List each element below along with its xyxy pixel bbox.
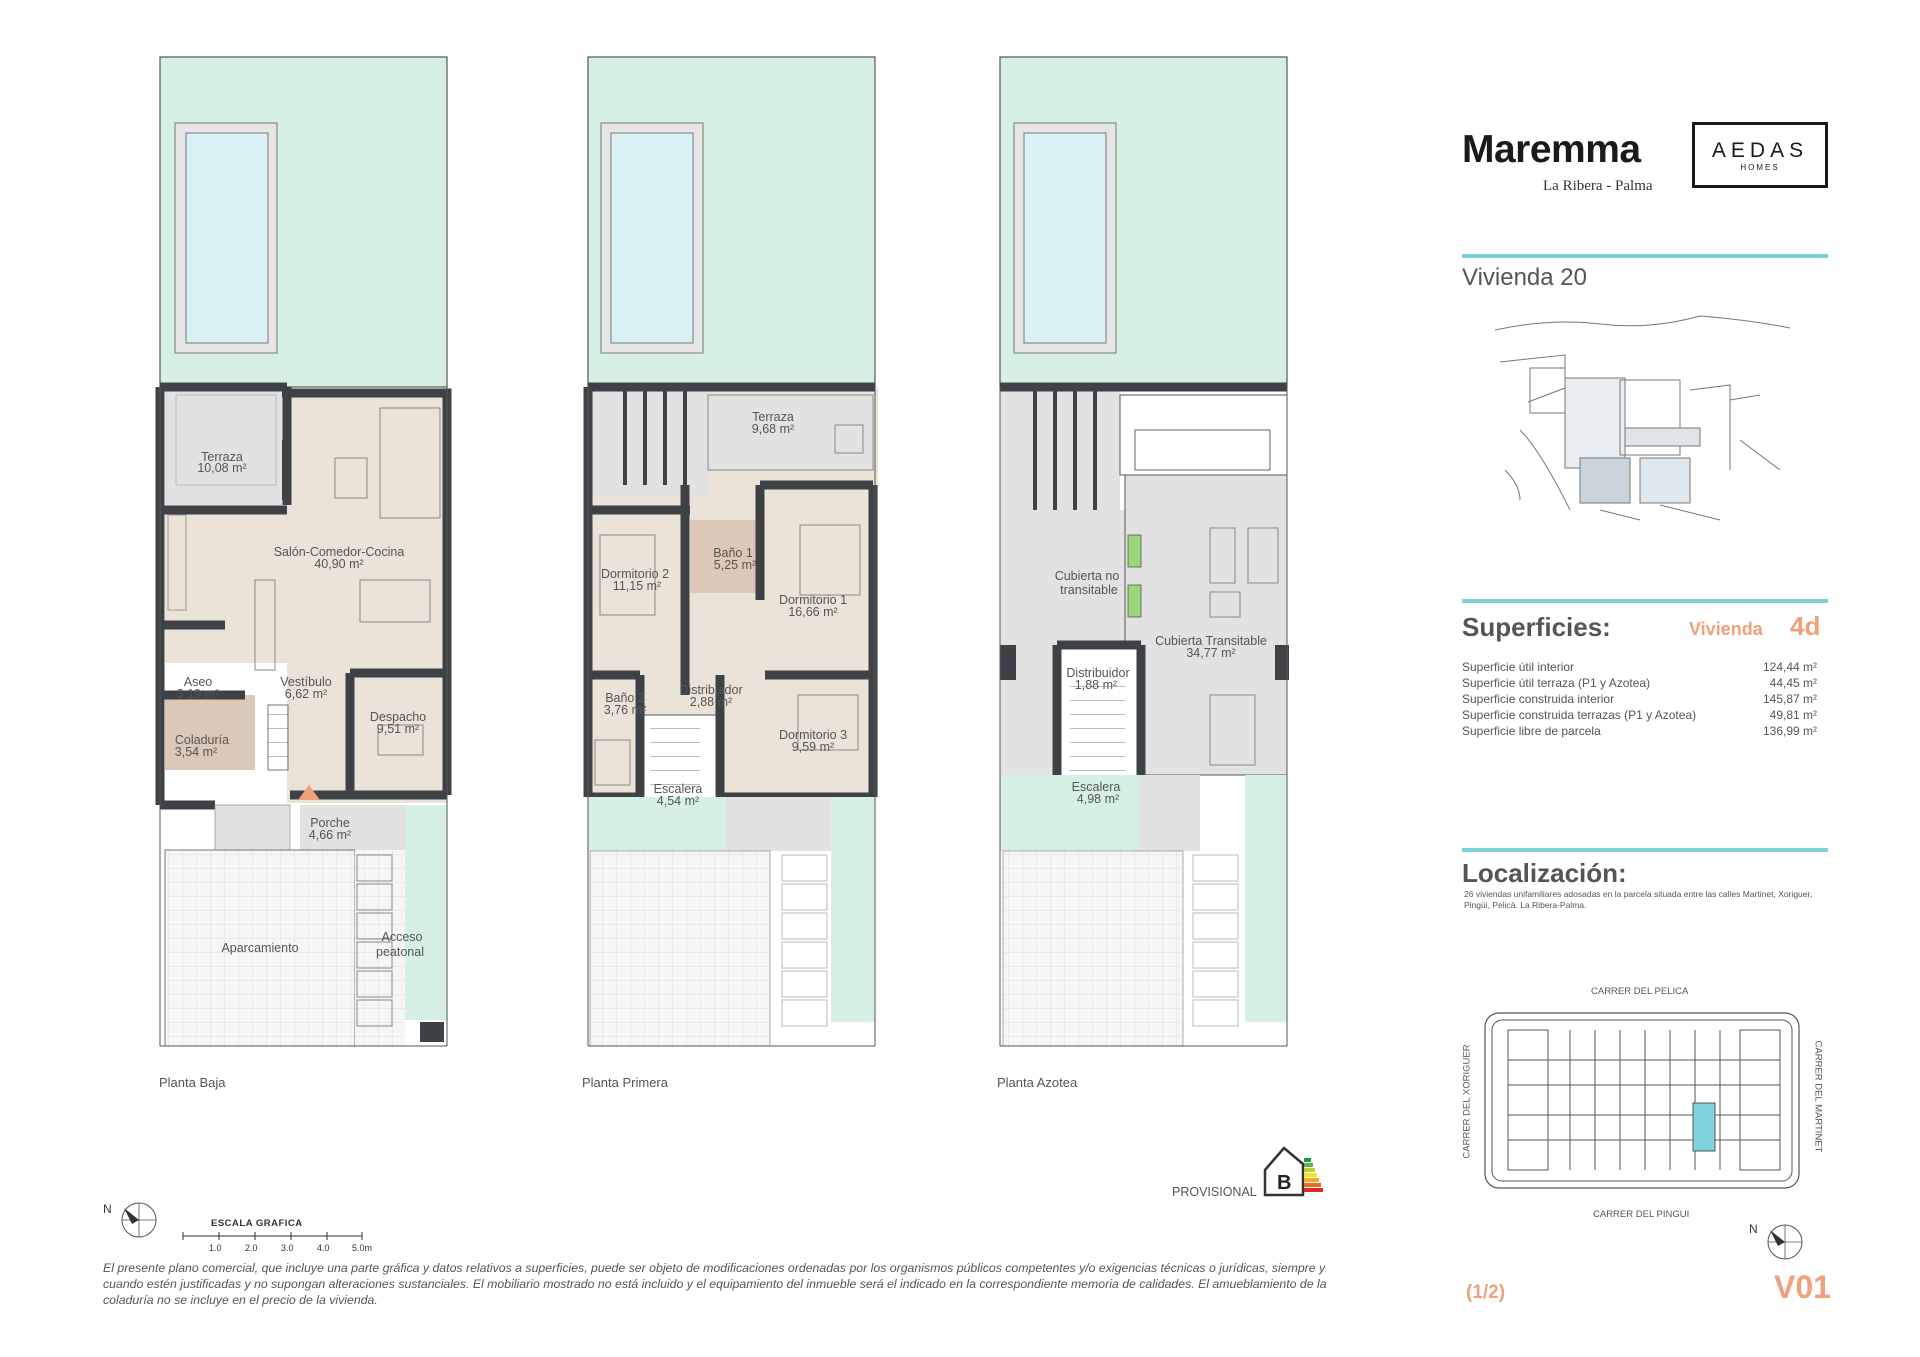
energy-status: PROVISIONAL [1172,1185,1257,1199]
room-name: Acceso [381,930,423,944]
plan-title: Planta Baja [159,1075,226,1090]
room-area: peatonal [376,945,424,959]
plan-title: Planta Azotea [997,1075,1078,1090]
brand-name: Maremma [1462,128,1641,171]
room-area: 4,54 m² [656,794,700,808]
scale-bar [183,1232,362,1240]
north-arrow-icon [103,1202,156,1237]
room-name: Despacho [369,710,427,724]
room-name: Salón-Comedor-Cocina [273,545,405,559]
street-label-left: CARRER DEL XORIGUER [1461,1044,1473,1159]
room-area: 34,77 m² [1186,646,1236,660]
scale-tick: 1.0 [209,1243,222,1253]
room-name: Aseo [183,675,213,689]
scale-tick: 5.0m [352,1243,373,1253]
room-area: 3,19 m² [176,687,220,701]
room-area: 4,98 m² [1076,792,1120,806]
room-area: 3,54 m² [174,745,218,759]
scale-tick: 2.0 [245,1243,258,1253]
disclaimer-text: El presente plano comercial, que incluye una parte gráfica y datos relativos a superficies, puede ser objeto de modificaciones ordenadas por los organismos públicos competentes y/o exigencias técnicas o jurídicas, siempre y cuando estén justificadas y no supongan alteraciones sustanciales. El mobiliario mostrado no está incluido y el equipamiento del inmueble será el indicado en la correspondiente memoria de calidades. El amueblamiento de la coladuría no se incluye en el precio de la vivienda. [103,1261,1327,1307]
plan-title: Planta Primera [582,1075,668,1090]
room-name: Baño 1 [713,546,753,560]
room-name: Dormitorio 3 [778,728,848,742]
room-area: 10,08 m² [197,461,247,475]
scale-tick: 3.0 [281,1243,294,1253]
room-area: 1,88 m² [1074,678,1118,692]
room-name: Aparcamiento [221,941,299,955]
brand-subtitle: La Ribera - Palma [1543,178,1653,194]
svg-text:N: N [1749,1222,1758,1236]
aedas-logo-name: AEDAS [1711,139,1809,162]
energy-rating: B [1277,1172,1292,1194]
street-label-right: CARRER DEL MARTINET [1812,1040,1824,1153]
area-row [1462,724,1817,738]
room-name: Distribuidor [1066,666,1130,680]
room-name: Dormitorio 1 [778,593,848,607]
street-label-top: CARRER DEL PELICA [1591,986,1689,997]
room-area: 9,51 m² [376,722,420,736]
area-label: Superficie construida terrazas (P1 y Azotea) [1462,708,1697,722]
vivienda-type: 4d [1790,611,1821,641]
vivienda-label: Vivienda [1689,619,1763,639]
aedas-logo-sub: HOMES [1740,163,1780,172]
room-area: 40,90 m² [314,557,364,571]
unit-title: Vivienda 20 [1462,264,1587,291]
room-name: Terraza [201,450,243,464]
energy-label-icon [1265,1148,1323,1195]
room-name: Cubierta no [1054,569,1120,583]
scale-label: ESCALA GRAFICA [211,1218,303,1229]
area-value: 49,81 m² [1769,708,1817,722]
localizacion-text: 26 viviendas unifamiliares adosadas en la parcela situada entre las calles Martinet, Xoriguer, Pingüi, Pelicà. La Ribera-Palma. [1464,889,1813,910]
room-area: 6,62 m² [284,687,328,701]
area-row [1462,692,1817,706]
svg-text:N: N [103,1202,112,1216]
site-map [1485,1013,1799,1188]
room-area: transitable [1060,583,1118,597]
room-name: Escalera [1071,780,1121,794]
room-area: 3,76 m² [603,703,647,717]
north-arrow-icon [1749,1222,1802,1259]
room-name: Distribuidor [679,683,743,697]
divider [1462,848,1828,852]
area-row [1462,660,1817,674]
area-value: 145,87 m² [1762,692,1817,706]
room-name: Coladuría [174,733,230,747]
room-name: Vestíbulo [280,675,332,689]
area-value: 44,45 m² [1769,676,1817,690]
room-name: Baño 2 [605,691,645,705]
area-row [1462,676,1817,690]
superficies-title: Superficies: [1462,612,1611,642]
area-label: Superficie libre de parcela [1462,724,1601,738]
localizacion-title: Localización: [1462,858,1627,888]
room-name: Dormitorio 2 [600,567,670,581]
area-row [1462,708,1817,722]
room-area: 2,88 m² [689,695,733,709]
room-area: 9,59 m² [791,740,835,754]
room-area: 16,66 m² [788,605,838,619]
room-area: 5,25 m² [713,558,757,572]
area-label: Superficie útil terraza (P1 y Azotea) [1462,676,1651,690]
room-area: 11,15 m² [612,579,662,593]
divider [1462,254,1828,258]
area-value: 136,99 m² [1762,724,1817,738]
room-area: 9,68 m² [751,422,795,436]
street-label-bottom: CARRER DEL PINGUI [1593,1209,1690,1220]
area-value: 124,44 m² [1762,660,1817,674]
aedas-logo [1692,122,1828,188]
area-label: Superficie útil interior [1462,660,1575,674]
room-name: Escalera [653,782,703,796]
room-area: 4,66 m² [308,828,352,842]
house-sketch [1495,316,1790,520]
room-name: Porche [310,816,350,830]
plan-planta-azotea [1000,57,1289,1046]
area-label: Superficie construida interior [1462,692,1615,706]
room-name: Cubierta Transitable [1155,634,1267,648]
room-name: Terraza [752,410,794,424]
scale-tick: 4.0 [317,1243,330,1253]
sheet-code: V01 [1774,1269,1831,1305]
divider [1462,599,1828,603]
page-indicator: (1/2) [1466,1282,1506,1303]
